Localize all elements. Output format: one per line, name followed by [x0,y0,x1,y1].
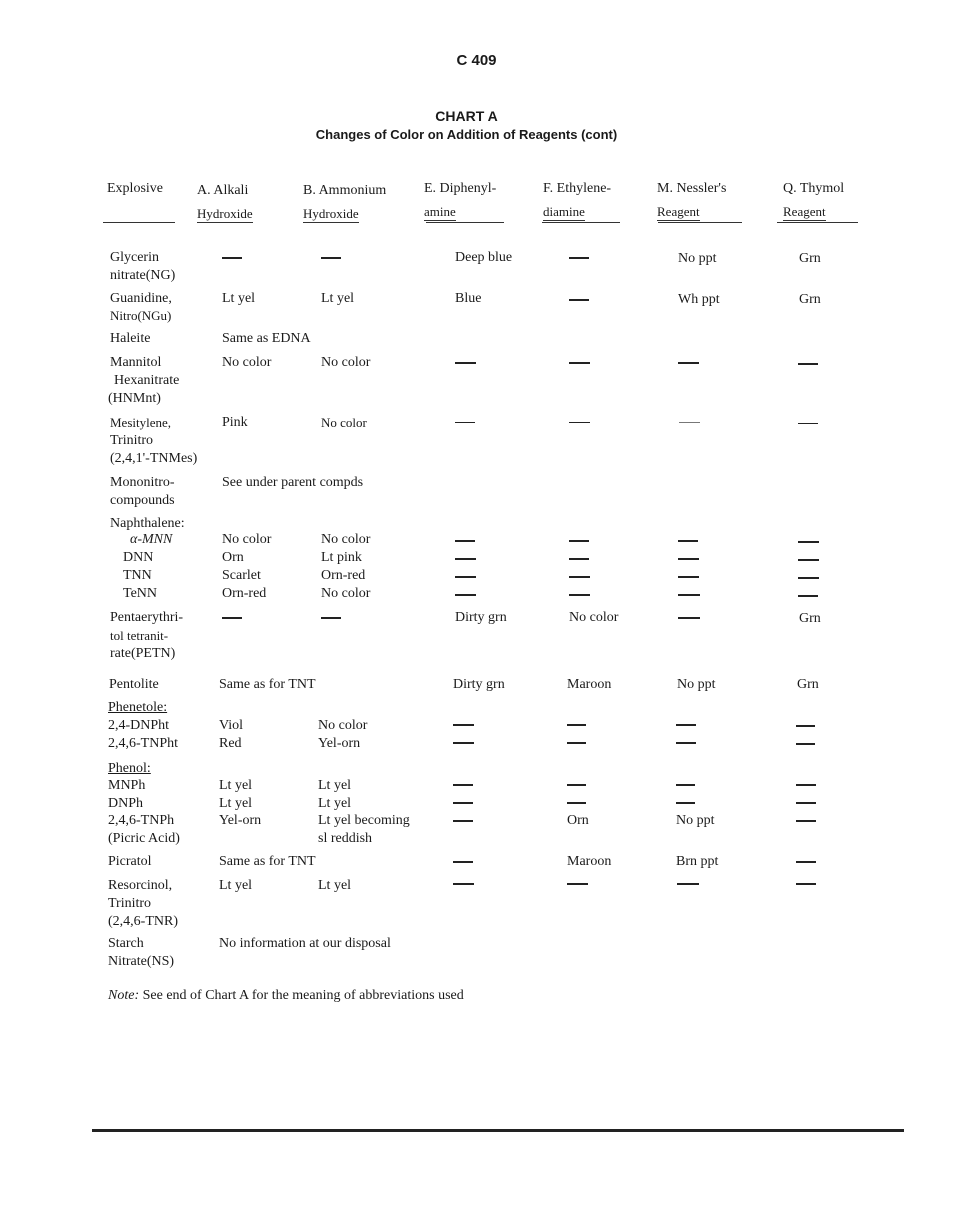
no-result-dash [455,362,476,364]
no-result-dash [222,257,242,259]
no-result-dash [453,861,473,863]
no-result-dash [798,595,818,597]
no-result-dash [567,742,586,744]
header-explosive: Explosive [107,181,163,196]
explosive-name: 2,4,6-TNPht [108,736,178,751]
no-result-dash [455,594,476,596]
header-rule [777,222,858,223]
explosive-name: Starch [108,936,144,951]
explosive-name: (2,4,1'-TNMes) [110,451,198,466]
diphenylamine-result: Dirty grn [453,677,505,692]
alkali-result: Lt yel [219,778,253,793]
no-result-dash [678,362,699,364]
header-diphenylamine: E. Diphenyl- amine [424,181,497,219]
no-result-dash [453,802,473,804]
no-result-dash [796,743,815,745]
explosive-name: Resorcinol, [108,878,173,893]
no-result-dash [796,784,816,786]
bottom-rule [92,1129,904,1132]
explosive-name: (Picric Acid) [108,831,180,846]
ammonium-result: Lt pink [321,550,362,565]
explosive-name: compounds [110,493,175,508]
thymol-result: Grn [797,677,819,692]
no-result-dash [453,820,473,822]
header-rule [542,222,620,223]
no-result-dash [567,883,588,885]
alkali-result: Lt yel [219,878,253,893]
no-result-dash [676,784,695,786]
alkali-result: Same as for TNT [219,677,316,692]
thymol-result: Grn [799,611,821,626]
explosive-name: Hexanitrate [114,373,180,388]
no-result-dash [679,422,700,423]
alkali-result: Red [219,736,242,751]
no-result-dash [567,784,586,786]
no-result-dash [676,802,695,804]
ethylenediamine-result: No color [569,610,619,625]
header-rule [426,222,504,223]
no-result-dash [569,540,589,542]
no-result-dash [798,363,818,365]
ethylenediamine-result: Orn [567,813,589,828]
group-heading: Naphthalene: [110,516,185,531]
explosive-name: Glycerin [110,250,159,265]
no-result-dash [455,576,476,578]
no-result-dash [569,362,590,364]
alkali-result: No color [222,532,272,547]
header-rule [103,222,175,223]
no-result-dash [453,784,473,786]
header-thymol: Q. Thymol Reagent [783,181,845,219]
footnote-label: Note: [108,988,140,1003]
no-result-dash [321,617,341,619]
explosive-name: MNPh [108,778,146,793]
explosive-name: TeNN [123,586,158,601]
no-result-dash [798,423,818,424]
ammonium-result: No color [321,415,367,430]
alkali-result: Lt yel [222,291,256,306]
ammonium-result: No color [321,586,371,601]
alkali-result: Orn [222,550,244,565]
no-result-dash [222,617,242,619]
explosive-name: Trinitro [110,433,154,448]
chart-title: CHART A [435,108,498,124]
explosive-name: Mesitylene, [110,415,172,430]
group-heading: Phenetole: [108,700,168,715]
no-result-dash [678,617,700,619]
footnote-text: See end of Chart A for the meaning of abbreviations used [139,988,464,1003]
explosive-name: Mononitro- [110,475,175,490]
alkali-result: Lt yel [219,796,253,811]
page-number: C 409 [456,52,497,69]
no-result-dash [678,576,699,578]
no-result-dash [798,559,819,561]
alkali-result: Same as EDNA [222,331,311,346]
no-result-dash [678,558,699,560]
no-result-dash [569,422,590,423]
no-result-dash [678,540,698,542]
explosive-name: Mannitol [110,355,162,370]
explosive-name: DNPh [108,796,144,811]
ammonium-result: Yel-orn [318,736,361,751]
no-result-dash [798,541,819,543]
no-result-dash [453,742,474,744]
chart-subtitle: Changes of Color on Addition of Reagents (cont) [315,127,618,142]
ammonium-result: Lt yel [321,291,355,306]
no-result-dash [677,883,699,885]
explosive-name: Nitro(NGu) [110,308,172,323]
explosive-name: TNN [123,568,152,583]
no-result-dash [455,422,475,423]
header-nessler: M. Nessler's Reagent [657,181,727,219]
alkali-result: Pink [222,415,248,430]
header-rule [658,222,742,223]
no-result-dash [796,725,815,727]
no-result-dash [455,558,476,560]
ethylenediamine-result: Maroon [567,677,612,692]
explosive-name: nitrate(NG) [110,268,176,283]
no-result-dash [569,558,589,560]
ammonium-result: No color [318,718,368,733]
no-result-dash [453,724,474,726]
no-result-dash [453,883,474,885]
ammonium-result: Lt yel [318,878,352,893]
diphenylamine-result: Blue [455,291,482,306]
alkali-result: Same as for TNT [219,854,316,869]
explosive-name: rate(PETN) [110,646,176,661]
explosive-name: Haleite [110,331,151,346]
nessler-result: No ppt [678,251,717,266]
header-ethylenediamine: F. Ethylene- diamine [543,181,612,219]
alkali-result: No information at our disposal [219,936,391,951]
no-result-dash [796,883,816,885]
no-result-dash [676,742,696,744]
explosive-name: (2,4,6-TNR) [108,914,178,929]
nessler-result: No ppt [676,813,715,828]
explosive-name: 2,4-DNPht [108,718,170,733]
explosive-name: Picratol [108,854,152,869]
group-heading: Phenol: [108,761,151,776]
alkali-result: No color [222,355,272,370]
diphenylamine-result: Deep blue [455,250,513,265]
ammonium-result: Orn-red [321,568,366,583]
explosive-name: 2,4,6-TNPh [108,813,175,828]
no-result-dash [796,861,816,863]
header-ammonium: B. Ammonium Hydroxide [303,183,387,221]
nessler-result: Brn ppt [676,854,719,869]
no-result-dash [321,257,341,259]
ammonium-result: sl reddish [318,831,373,846]
ammonium-result: Lt yel becoming [318,813,410,828]
explosive-name: Guanidine, [110,291,172,306]
nessler-result: No ppt [677,677,716,692]
no-result-dash [455,540,475,542]
ammonium-result: Lt yel [318,796,352,811]
explosive-name: Trinitro [108,896,152,911]
no-result-dash [569,594,590,596]
alkali-result: See under parent compds [222,475,364,490]
ethylenediamine-result: Maroon [567,854,612,869]
alkali-result: Scarlet [222,568,261,583]
ammonium-result: Lt yel [318,778,352,793]
no-result-dash [796,802,816,804]
thymol-result: Grn [799,251,821,266]
ammonium-result: No color [321,355,371,370]
footnote [108,988,464,1004]
explosive-name: DNN [123,550,154,565]
no-result-dash [796,820,816,822]
explosive-name: Pentaerythri- [110,610,184,625]
explosive-name: Pentolite [109,677,159,692]
no-result-dash [676,724,696,726]
alkali-result: Viol [219,718,244,733]
alkali-result: Orn-red [222,586,267,601]
explosive-name: tol tetranit- [110,628,169,643]
thymol-result: Grn [799,292,821,307]
diphenylamine-result: Dirty grn [455,610,507,625]
no-result-dash [798,577,819,579]
no-result-dash [567,724,586,726]
no-result-dash [678,594,700,596]
no-result-dash [569,257,589,259]
no-result-dash [569,576,590,578]
alkali-result: Yel-orn [219,813,262,828]
ammonium-result: No color [321,532,371,547]
no-result-dash [567,802,586,804]
explosive-name: (HNMnt) [108,391,161,406]
header-alkali: A. Alkali Hydroxide [197,183,253,221]
nessler-result: Wh ppt [678,292,720,307]
explosive-name: α-MNN [130,532,173,547]
explosive-name: Nitrate(NS) [108,954,175,969]
no-result-dash [569,299,589,301]
